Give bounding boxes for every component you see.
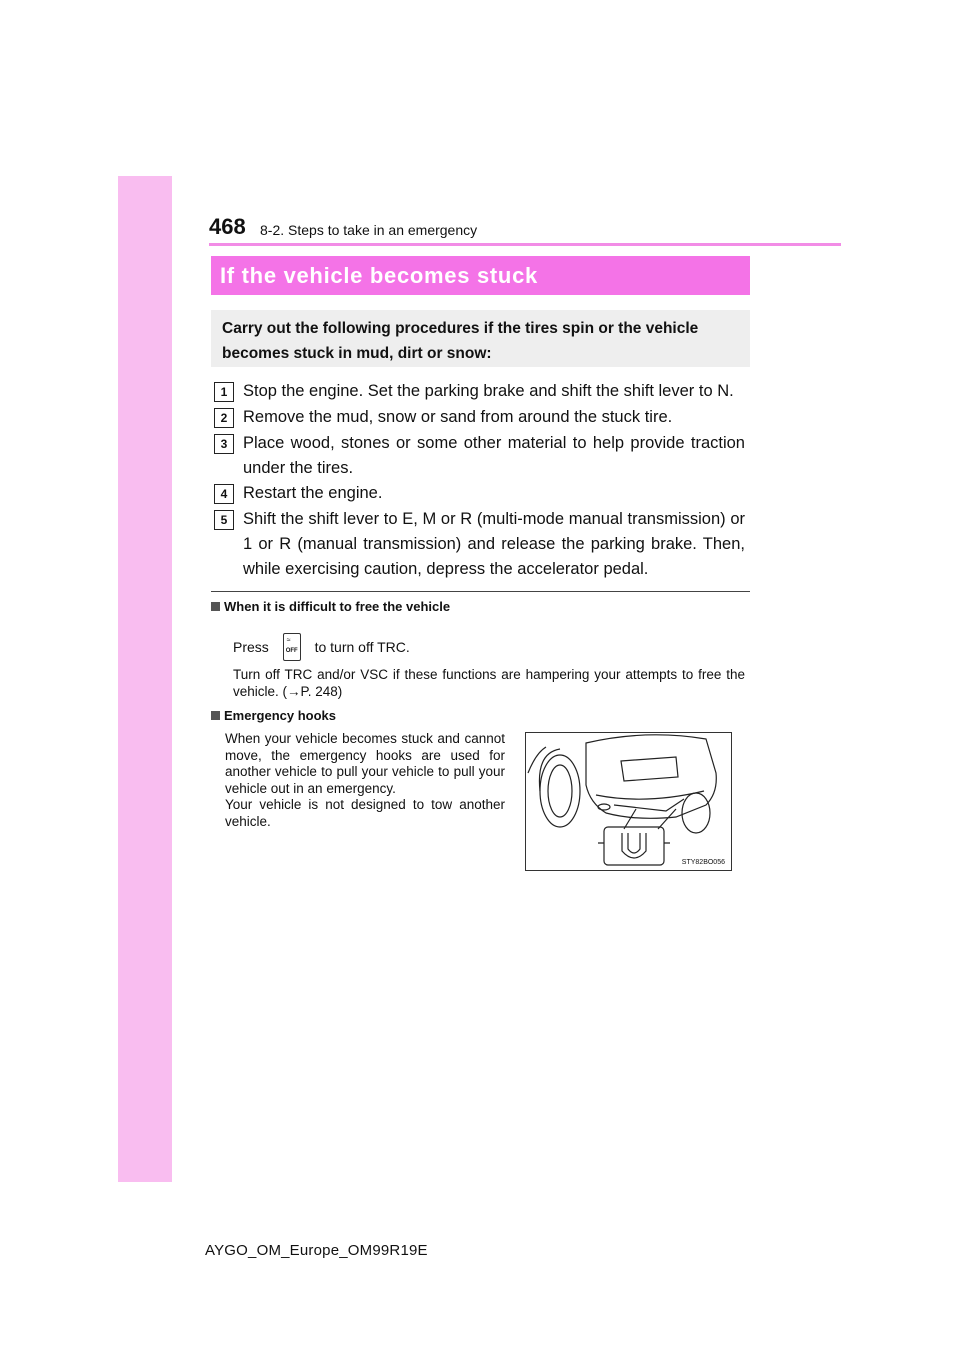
step-number: 1 bbox=[214, 382, 234, 402]
step-text: Place wood, stones or some other material to help provide traction under the tires. bbox=[243, 434, 745, 477]
car-rear-hook-drawing bbox=[526, 733, 731, 870]
section-divider bbox=[211, 591, 750, 592]
chapter-side-tab bbox=[118, 176, 172, 1182]
step-text: Shift the shift lever to E, M or R (multi-mode manual transmission) or 1 or R (manual transmission) and release the parking brake. Then, while exercising caution, depress the accelerator pedal. bbox=[243, 510, 745, 578]
chapter-title: 8-2. Steps to take in an emergency bbox=[260, 222, 478, 238]
page-number: 468 bbox=[209, 214, 246, 239]
square-bullet-icon bbox=[211, 602, 220, 611]
figure-code: STY82BO056 bbox=[681, 859, 725, 866]
emergency-hook-illustration bbox=[525, 732, 732, 871]
square-bullet-icon bbox=[211, 711, 220, 720]
step-number: 5 bbox=[214, 510, 234, 530]
step-text: Restart the engine. bbox=[243, 484, 383, 502]
step-text: Stop the engine. Set the parking brake and shift the shift lever to N. bbox=[243, 382, 734, 400]
step-number: 4 bbox=[214, 484, 234, 504]
free-vehicle-note: Turn off TRC and/or VSC if these functions are hampering your attempts to free the vehicle. (→P. 248) bbox=[233, 667, 745, 699]
trc-instruction: Press ≈ OFF to turn off TRC. bbox=[233, 633, 410, 661]
trc-off-button-icon: ≈ OFF bbox=[283, 633, 301, 661]
skid-car-icon: ≈ bbox=[286, 637, 291, 644]
step-number: 2 bbox=[214, 408, 234, 428]
step-text: Remove the mud, snow or sand from around the stuck tire. bbox=[243, 408, 673, 426]
emergency-hooks-text: When your vehicle becomes stuck and cannot move, the emergency hooks are used for another vehicle to pull your vehicle to pull your vehicle out in an emergency. Your vehicle is not designed to tow another vehicle. bbox=[225, 731, 505, 829]
free-vehicle-heading: When it is difficult to free the vehicle bbox=[211, 599, 450, 614]
step-number: 3 bbox=[214, 434, 234, 454]
header-rule bbox=[209, 243, 841, 246]
document-id: AYGO_OM_Europe_OM99R19E bbox=[205, 1242, 428, 1259]
emergency-hooks-heading: Emergency hooks bbox=[211, 708, 336, 723]
section-title: If the vehicle becomes stuck bbox=[211, 256, 750, 295]
intro-box: Carry out the following procedures if the tires spin or the vehicle becomes stuck in mud, dirt or snow: bbox=[211, 310, 750, 367]
